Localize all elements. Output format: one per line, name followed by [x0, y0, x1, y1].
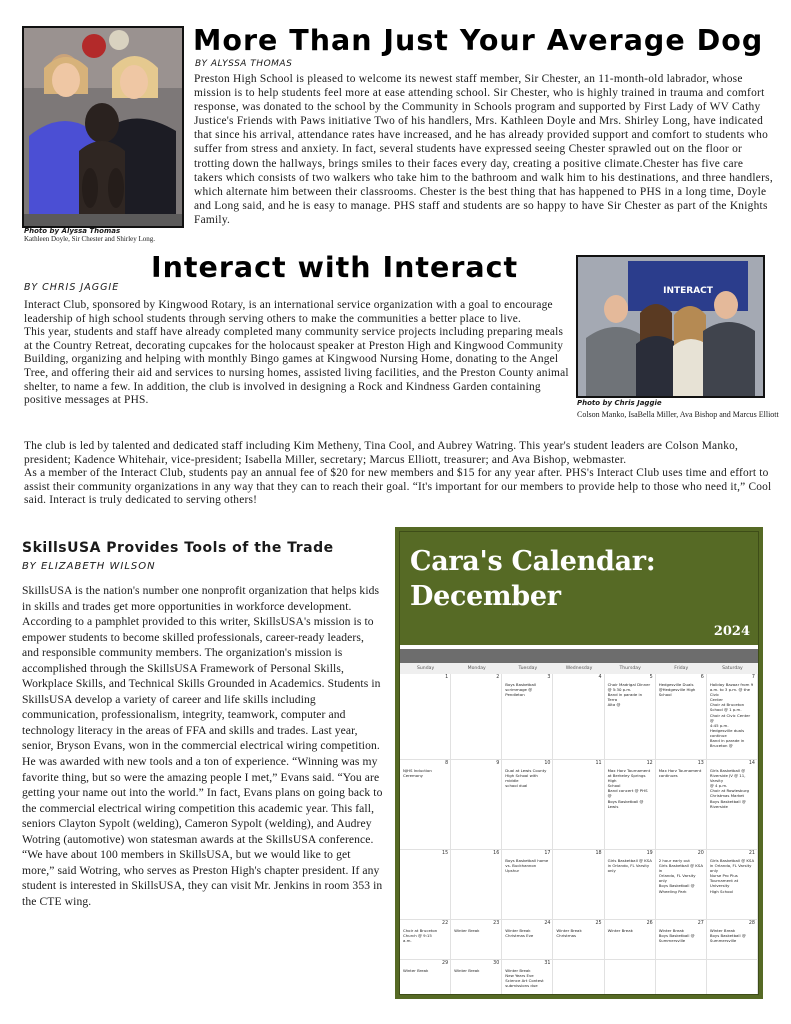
calendar-empty-cell: [553, 960, 604, 995]
article-byline-dog: BY ALYSSA THOMAS: [195, 59, 293, 69]
day-events: Hedgesville Duals @Hedgesville High School: [658, 682, 696, 698]
calendar-day-cell: [553, 760, 604, 850]
day-events: Winter Break Christmas Eve: [505, 928, 534, 939]
article-title-interact: Interact with Interact: [151, 251, 519, 284]
day-events: Winter Break: [403, 968, 429, 973]
calendar-weekday-row: [400, 663, 758, 674]
day-number: 29: [442, 961, 449, 966]
day-number: 19: [646, 851, 653, 856]
day-number: 18: [595, 851, 602, 856]
photo-caption: Colson Manko, IsaBella Miller, Ava Bishop and Marcus Elliott: [577, 410, 779, 419]
calendar-empty-cell: [707, 960, 758, 995]
day-events: Choir at Bruceton Church @ 9:15 a.m.: [403, 928, 438, 944]
day-events: Girls Basketball @ Riverside JV @ 11, Varsity @ 4 p.m. Choir at Rowlesburg Christmas Market Boys Basketball @ Riverside: [709, 768, 749, 809]
calendar-day-cell: [400, 674, 451, 760]
calendar-day-cell: [656, 760, 707, 850]
calendar-day-cell: [707, 850, 758, 920]
day-number: 24: [544, 921, 551, 926]
weekday-label: Sunday: [416, 666, 435, 671]
day-events: Boys Basketball scrimmage @ Pendleton: [505, 682, 537, 698]
calendar-day-cell: [502, 920, 553, 960]
calendar-day-cell: [553, 674, 604, 760]
calendar-day-cell: [451, 960, 502, 995]
calendar-day-cell: [451, 850, 502, 920]
day-number: 28: [748, 921, 755, 926]
calendar-title: [410, 544, 655, 614]
day-events: Winter Break: [607, 928, 633, 933]
day-number: 20: [697, 851, 704, 856]
calendar-day-cell: [502, 760, 553, 850]
day-number: 12: [646, 761, 653, 766]
day-events: Choir Madrigal Dinner @ 5:30 p.m. Band in parade in Terra Alta @: [607, 682, 651, 708]
calendar-day-cell: [707, 920, 758, 960]
calendar-day-cell: [502, 674, 553, 760]
weekday-label: Friday: [674, 666, 689, 671]
day-number: 4: [598, 675, 602, 680]
calendar-day-cell: [605, 760, 656, 850]
calendar-title-line1: Cara's Calendar:: [410, 546, 656, 577]
calendar-day-cell: [656, 920, 707, 960]
day-events: Winter Break Christmas: [556, 928, 582, 939]
day-events: Holiday Bazaar from 9 a.m. to 3 p.m. @ the Civic Center Choir at Bruceton School @ 1 p.m. Choir at Civic Center @ 4:45 p.m. Hedgesville duals continue Band in parade in Bruceton @: [709, 682, 754, 749]
day-events: Girls Basketball @ KSA in Orlando, FL Varsity only: [607, 858, 652, 874]
dog-photo: [22, 26, 184, 228]
paragraph: The club is led by talented and dedicated staff including Kim Metheny, Tina Cool, and Aubrey Watring. This year's student leaders are Colson Manko, president; Kadence Whitehair, vice-president; Isabella Miller, secretary; Marcus Elliott, treasurer; and Ava Bishop, webmaster.: [24, 440, 739, 466]
calendar-title-line2: December: [410, 581, 561, 612]
day-number: 1: [445, 675, 449, 680]
calendar-day-cell: [605, 674, 656, 760]
day-number: 31: [544, 961, 551, 966]
day-number: 3: [547, 675, 551, 680]
calendar-day-cell: [400, 920, 451, 960]
calendar-day-cell: [400, 850, 451, 920]
interact-photo: [576, 255, 765, 398]
day-events: Max Horz Tournament at Berkeley Springs High School Band concert @ PHS @ Boys Basketball @ Lewis: [607, 768, 651, 809]
calendar-day-cell: [502, 960, 553, 995]
day-events: Girls Basketball @ KSA in Orlando, FL Varsity only Nurse Pro Plus Tournament at University High School: [709, 858, 755, 894]
day-events: Dual at Lewis County High School with middle school dual: [505, 768, 547, 789]
day-number: 13: [697, 761, 704, 766]
article-byline-interact: BY CHRIS JAGGIE: [24, 282, 120, 293]
calendar-year: 2024: [713, 624, 750, 639]
article-body-interact-bottom: [24, 440, 776, 508]
photo-credit: Photo by Chris Jaggie: [577, 399, 662, 407]
day-number: 2: [496, 675, 500, 680]
day-number: 7: [751, 675, 755, 680]
day-events: Winter Break Boys Basketball @ Summersville: [658, 928, 695, 944]
day-number: 27: [697, 921, 704, 926]
article-body-skillsusa: SkillsUSA is the nation's number one nonprofit organization that helps kids in skills and trades get more opportunities in workforce development. According to a pamphlet provided to this writer, SkillsUSA's mission is to empower students to become skilled professionals, career-ready leaders, and responsible community members. The organization's mission is accomplished through the SkillsUSA Framework of Personal Skills, Workplace Skills, and Technical Skills Grounded in Academics. Students in SkillsUSA develop a variety of career and life skills including communication, professionalism, integrity, teamwork, computer and technology literacy in the areas of FFA and skills and trades. Last year, senior, Bryson Evans, won in the commercial electrical wiring competition. He was awarded with new tools and a ton of experience. “Winning was my favorite thing, but so were the amazing people I met,” Evans said. “You are getting your name out into the world.” In fact, Evans plans on going back to the commercial electrical wiring competition this academic year. This fall, seniors Clayton Sypolt (welding), Cameron Sypolt (welding), and Audrey Wotring (automotive) won statesman awards at the SkillsUSA conference. “We have about 100 members in SkillsUSA, but we would like to get more,” said Wotring, who serves as Preston High's chapter president. If any student is interested in SkillsUSA, they can visit Mr. Jenkins in room 353 in the CTE wing.: [22, 584, 383, 908]
day-events: NJHS Induction Ceremony: [403, 768, 432, 779]
weekday-label: Monday: [467, 666, 486, 671]
calendar-day-cell: [451, 760, 502, 850]
day-number: 15: [442, 851, 449, 856]
day-number: 30: [493, 961, 500, 966]
calendar-month-strip: [400, 649, 758, 663]
calendar-empty-cell: [605, 960, 656, 995]
article-body-interact-top: [24, 299, 572, 408]
weekday-label: Wednesday: [565, 666, 593, 671]
calendar-grid: [400, 674, 758, 995]
calendar-panel: [395, 527, 763, 999]
day-events: Winter Break: [454, 928, 480, 933]
article-title-dog: More Than Just Your Average Dog: [193, 24, 764, 57]
day-number: 23: [493, 921, 500, 926]
day-events: Winter Break Boys Basketball @ Summersville: [709, 928, 746, 944]
day-events: Winter Break New Years Eve Science Art Contest submissions due: [505, 968, 544, 989]
day-events: Winter Break: [454, 968, 480, 973]
calendar-day-cell: [707, 674, 758, 760]
day-number: 17: [544, 851, 551, 856]
weekday-label: Tuesday: [518, 666, 538, 671]
calendar-header: [400, 532, 758, 647]
day-number: 26: [646, 921, 653, 926]
calendar-day-cell: [553, 920, 604, 960]
calendar-day-cell: [656, 850, 707, 920]
calendar-day-cell: [707, 760, 758, 850]
day-number: 14: [748, 761, 755, 766]
day-events: Max Horz Tournament continues: [658, 768, 702, 779]
photo-caption: Kathleen Doyle, Sir Chester and Shirley Long.: [24, 235, 156, 243]
day-number: 8: [445, 761, 449, 766]
photo-credit: Photo by Alyssa Thomas: [24, 227, 121, 235]
day-number: 5: [649, 675, 653, 680]
calendar-day-cell: [605, 850, 656, 920]
day-number: 10: [544, 761, 551, 766]
calendar-day-cell: [451, 674, 502, 760]
article-body-dog: Preston High School is pleased to welcome its newest staff member, Sir Chester, an 11-month-old labrador, whose mission is to help students feel more at ease attending school. Sir Chester, who is highly trained in trauma and comfort response, was donated to the school by the Community in Schools program and supported by First Lady of WV Cathy Justice's Friends with Paws initiative Two of his handlers, Mrs. Kathleen Doyle and Mrs. Shirley Long, have indicated that since his arrival, attendance rates have increased, and he has already provided support and comfort to students who suffer from stress and anxiety. In fact, several students have expressed seeing Chester sprawled out on the floor or trotting down the hallways, brings smiles to their faces every day, creating a positive climate.Chester has five care takers which consists of two walkers who take him to the bathroom and walk him to his destinations, and three handlers, which alternate him between their classrooms. Chester is the best thing that has happened to PHS in a long time, Doyle and Long said, and he is easy to manage. PHS staff and students are so happy to have Sir Chester as part of the Knights Family.: [194, 73, 773, 226]
paragraph: Interact Club, sponsored by Kingwood Rotary, is an international service organization with a goal to encourage leadership of high school students through serving others to make the communities a better place to live.: [24, 299, 553, 325]
weekday-label: Thursday: [619, 666, 641, 671]
calendar-day-cell: [400, 760, 451, 850]
poster-text: INTERACT: [663, 286, 713, 296]
day-number: 22: [442, 921, 449, 926]
calendar-day-cell: [451, 920, 502, 960]
day-events: 2 hour early out Girls Basketball @ KSA in Orlando, FL Varsity only Boys Basketball @ Wheeling Park: [658, 858, 703, 894]
day-events: Boys Basketball home vs. Buckhannon Upshur: [505, 858, 549, 874]
article-title-skillsusa: SkillsUSA Provides Tools of the Trade: [22, 540, 334, 556]
dog-photo-illustration: [24, 28, 182, 226]
calendar-day-cell: [502, 850, 553, 920]
day-number: 9: [496, 761, 500, 766]
day-number: 25: [595, 921, 602, 926]
paragraph: This year, students and staff have already completed many community service projects including preparing meals at the Country Retreat, decorating cupcakes for the holocaust speaker at Preston High and Kingwood Community Building, organizing and helping with monthly Bingo games at Kingwood Nursing Home, donating to the Angel Tree, and offering their aid and services to nursing homes, assisted living facilities, and the Preston County animal shelter, to name a few. In addition, the club is involved in designing a Rock and Kindness Garden containing positive messages at PHS.: [24, 326, 569, 407]
interact-photo-illustration: [578, 257, 763, 396]
day-number: 6: [700, 675, 704, 680]
article-byline-skillsusa: BY ELIZABETH WILSON: [22, 561, 156, 572]
calendar-day-cell: [553, 850, 604, 920]
calendar-day-cell: [656, 674, 707, 760]
day-number: 21: [748, 851, 755, 856]
day-number: 11: [595, 761, 602, 766]
calendar-empty-cell: [656, 960, 707, 995]
calendar-day-cell: [400, 960, 451, 995]
day-number: 16: [493, 851, 500, 856]
calendar-inner: [399, 531, 759, 995]
paragraph: As a member of the Interact Club, students pay an annual fee of $20 for new members and $15 for any year after. PHS's Interact Club uses time and effort to assist their community organizations in any way that they can to reach their goal. “It's important for our members to provide help to those who need it,” Cool said. Interact is truly dedicated to serving others!: [24, 467, 772, 507]
weekday-label: Saturday: [722, 666, 743, 671]
calendar-day-cell: [605, 920, 656, 960]
